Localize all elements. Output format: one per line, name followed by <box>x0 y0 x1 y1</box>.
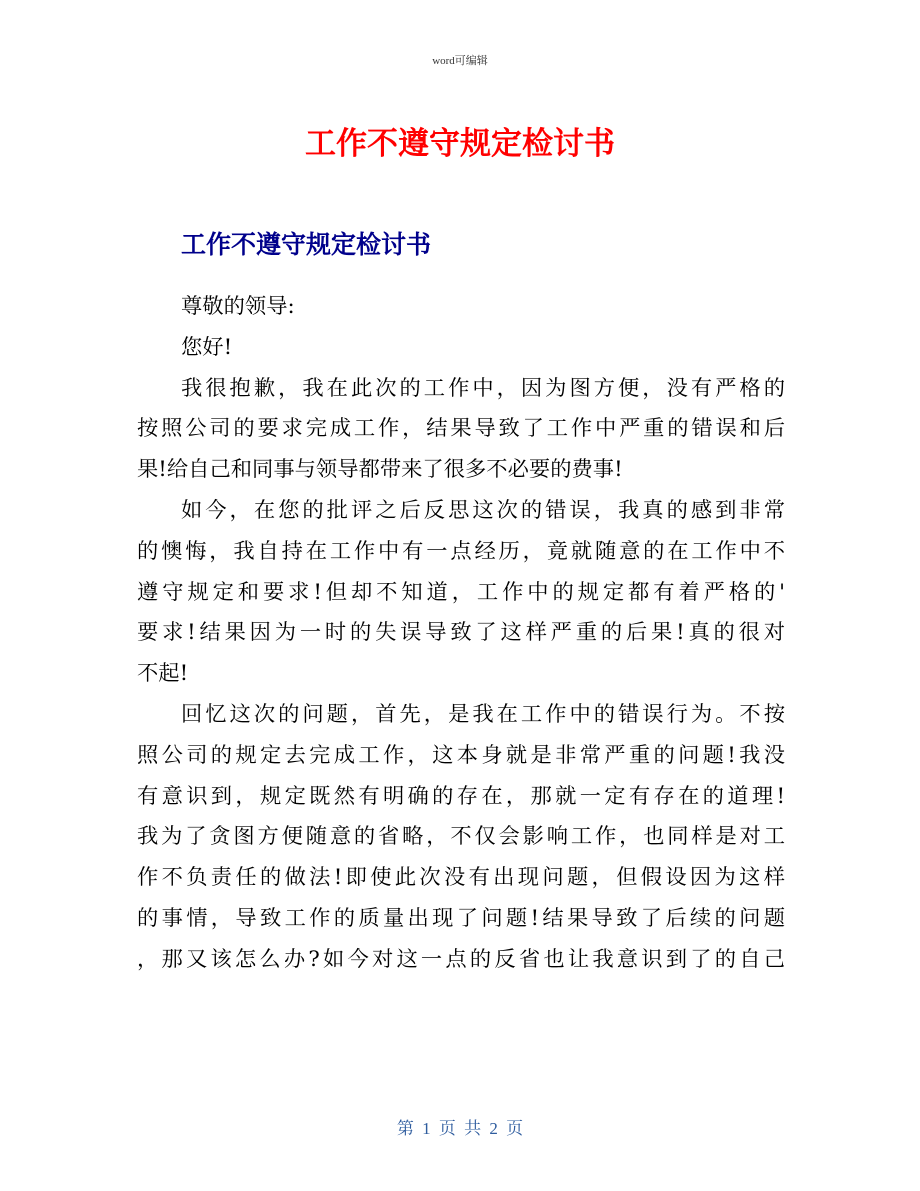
body-line: 回忆这次的问题，首先，是我在工作中的错误行为。不按 <box>181 701 785 727</box>
body-line: 不起! <box>137 661 189 687</box>
page-footer: 第 1 页 共 2 页 <box>396 1119 524 1138</box>
body-line: 尊敬的领导: <box>181 294 295 319</box>
body-line: 我为了贪图方便随意的省略，不仅会影响工作，也同样是对工 <box>137 824 785 850</box>
body-line: 按照公司的要求完成工作，结果导致了工作中严重的错误和后 <box>137 416 785 442</box>
body-line: ，那又该怎么办?如今对这一点的反省也让我意识到了的自己 <box>137 946 785 972</box>
body-line: 的懊悔，我自持在工作中有一点经历，竟就随意的在工作中不 <box>137 538 785 564</box>
body-line: 作不负责任的做法!即使此次没有出现问题，但假设因为这样 <box>137 865 785 891</box>
body-line: 照公司的规定去完成工作，这本身就是非常严重的问题!我没 <box>137 742 785 768</box>
body-line: 遵守规定和要求!但却不知道，工作中的规定都有着严格的' <box>137 579 785 605</box>
document-subtitle: 工作不遵守规定检讨书 <box>181 230 432 259</box>
body-line: 的事情，导致工作的质量出现了问题!结果导致了后续的问题 <box>137 905 785 931</box>
body-line: 果!给自己和同事与领导都带来了很多不必要的费事! <box>137 457 623 483</box>
body-line: 您好! <box>181 334 233 360</box>
body-line: 要求!结果因为一时的失误导致了这样严重的后果!真的很对 <box>137 620 785 646</box>
body-line: 如今，在您的批评之后反思这次的错误，我真的感到非常 <box>181 497 785 523</box>
document-body <box>137 287 785 981</box>
body-line: 有意识到，规定既然有明确的存在，那就一定有存在的道理! <box>137 783 785 809</box>
body-line: 我很抱歉，我在此次的工作中，因为图方便，没有严格的 <box>181 375 785 401</box>
page-header: word可编辑 <box>432 55 488 67</box>
document-title: 工作不遵守规定检讨书 <box>305 126 615 162</box>
